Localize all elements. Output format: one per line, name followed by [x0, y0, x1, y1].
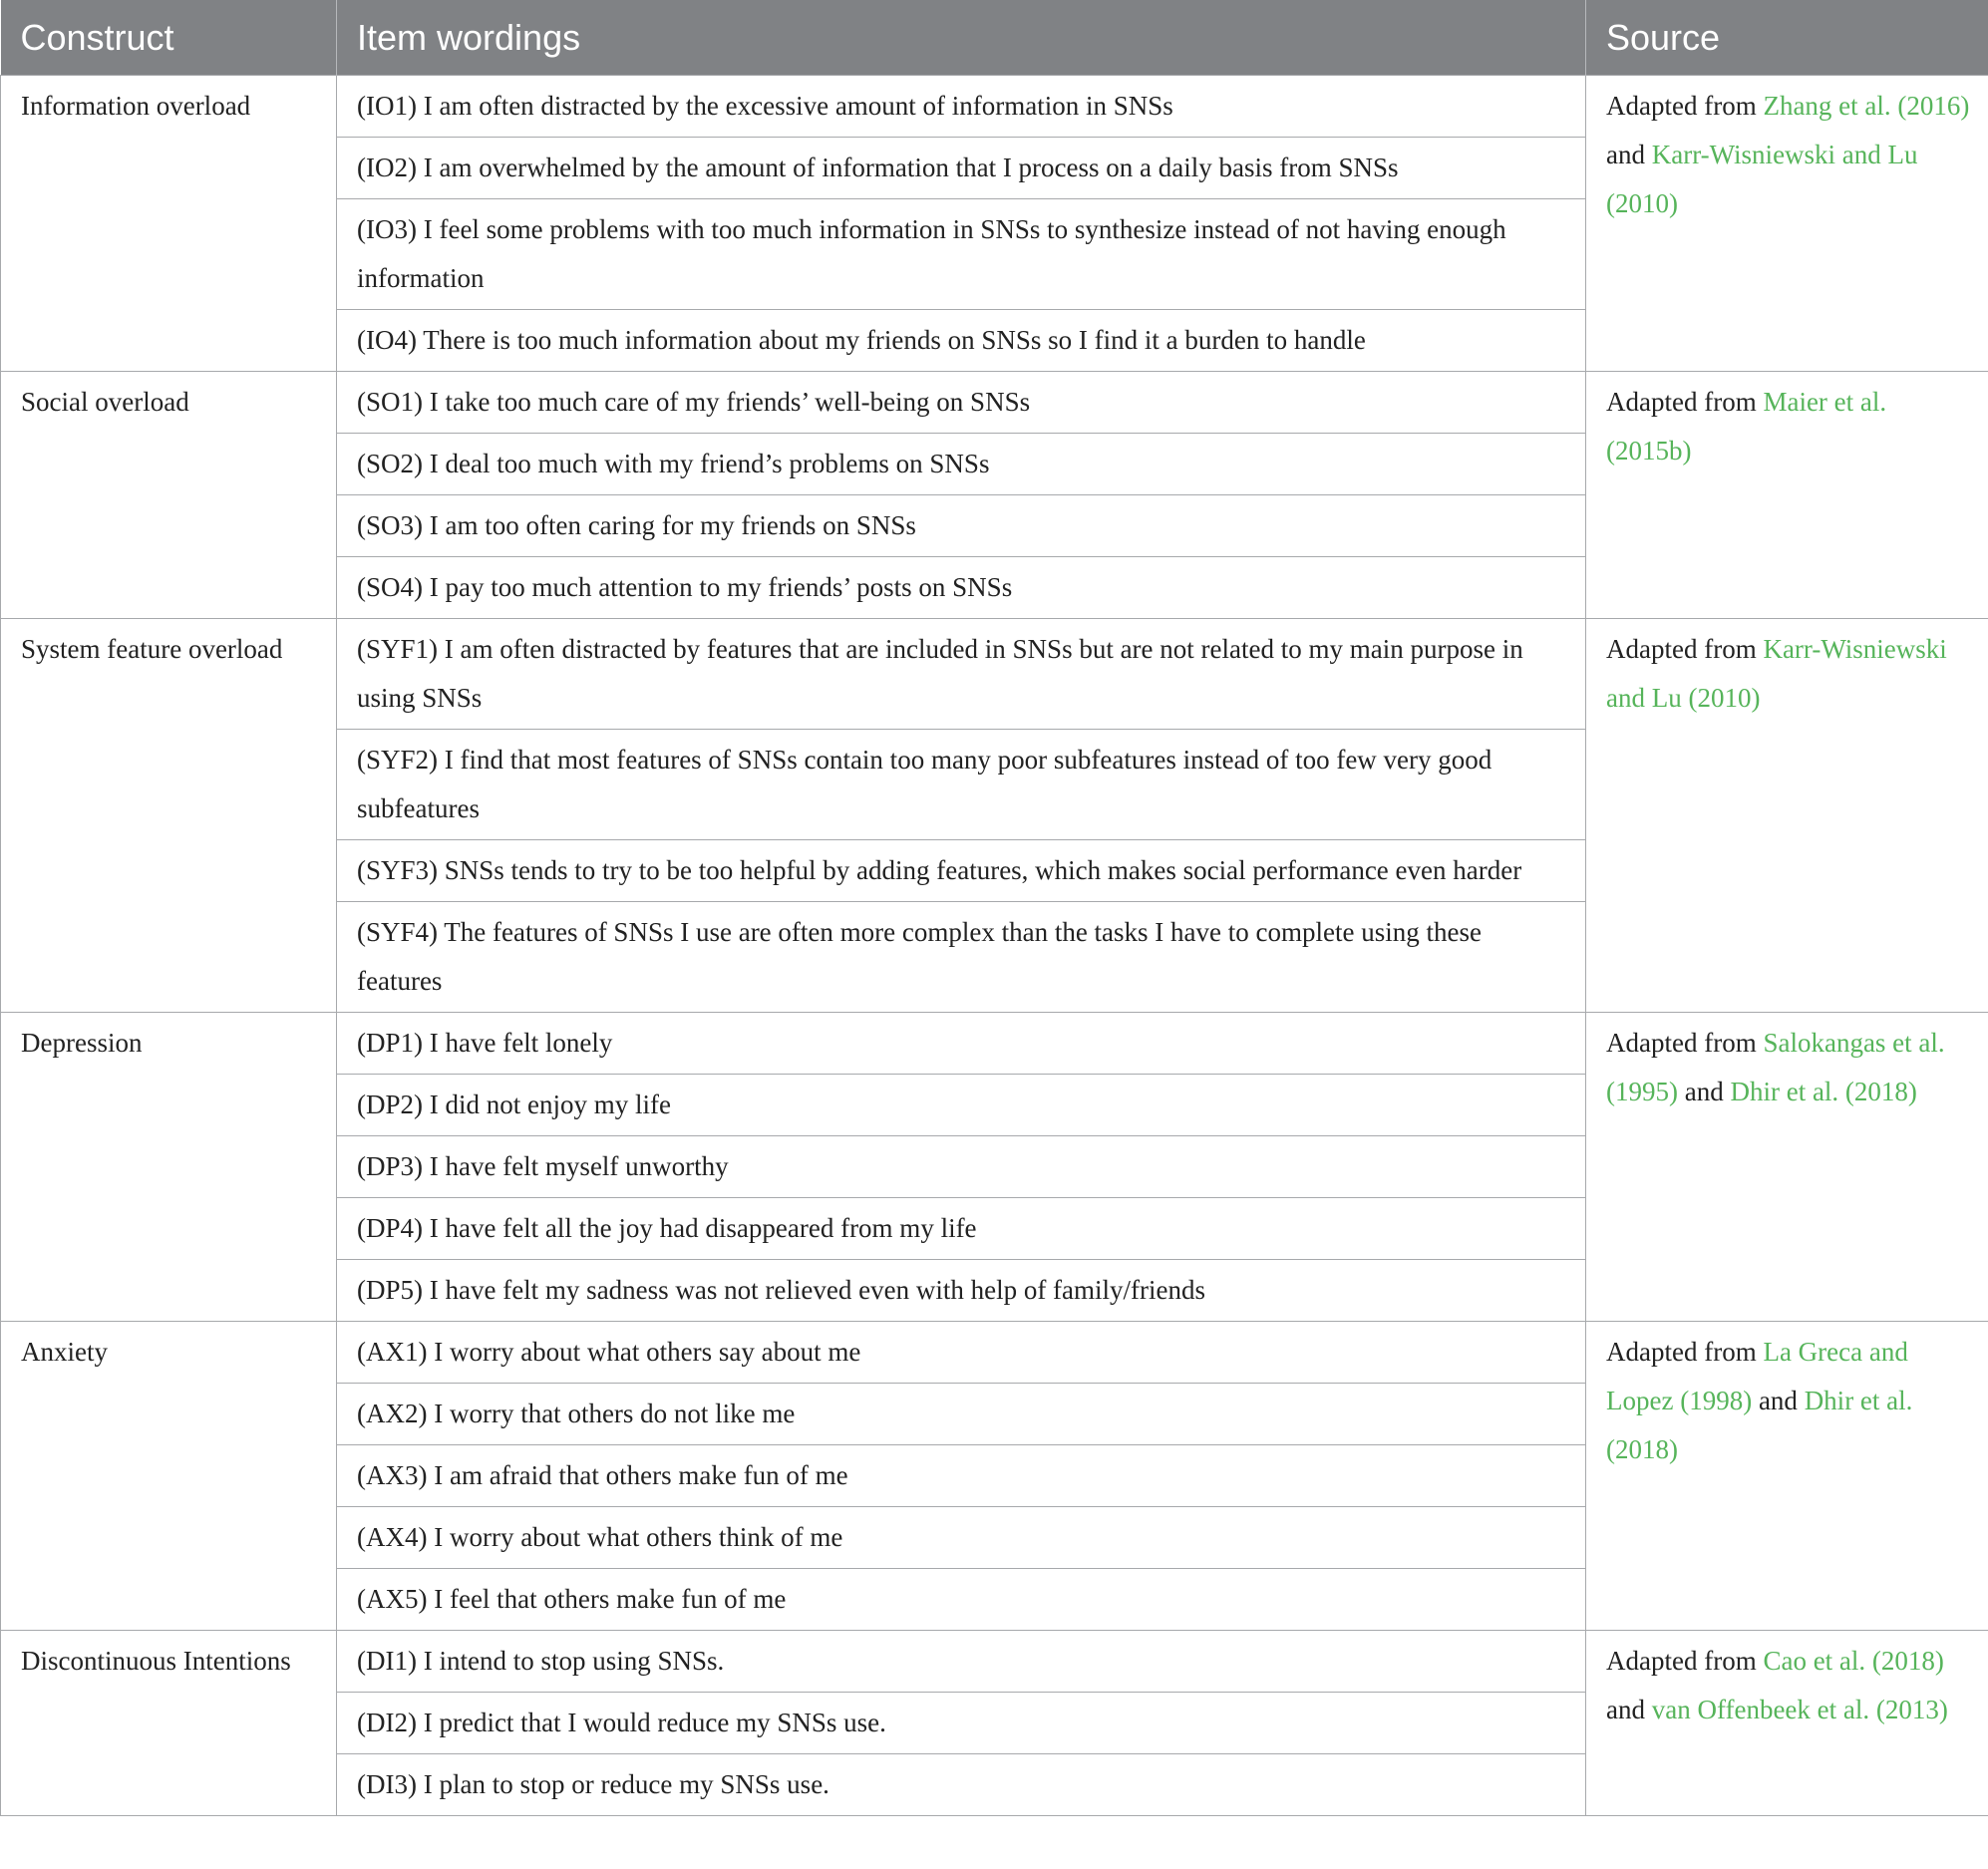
item-wording-cell: (DP1) I have felt lonely — [337, 1013, 1586, 1075]
table-body — [1, 76, 1988, 1816]
item-wording-cell: (SO1) I take too much care of my friends’ well-being on SNSs — [337, 372, 1586, 434]
item-wording-cell: (DI1) I intend to stop using SNSs. — [337, 1631, 1586, 1693]
item-wording-cell: (DP4) I have felt all the joy had disappeared from my life — [337, 1198, 1586, 1260]
source-text: and — [1606, 1695, 1652, 1724]
source-cell — [1586, 1631, 1988, 1816]
item-wording-cell: (DP2) I did not enjoy my life — [337, 1075, 1586, 1136]
citation-link: Zhang et al. (2016) — [1763, 91, 1970, 121]
table-row — [1, 76, 1988, 138]
source-text: Adapted from — [1606, 1028, 1764, 1058]
item-wording-cell: (SO4) I pay too much attention to my friends’ posts on SNSs — [337, 557, 1586, 619]
header-source: Source — [1586, 0, 1988, 76]
item-wording-cell: (DI2) I predict that I would reduce my SNSs use. — [337, 1693, 1586, 1754]
item-wording-cell: (SYF2) I find that most features of SNSs contain too many poor subfeatures instead of too few very good subfeatures — [337, 730, 1586, 840]
citation-link: La Greca and Lopez (1998) — [1606, 1337, 1908, 1415]
item-wording-cell: (SO3) I am too often caring for my friends on SNSs — [337, 495, 1586, 557]
item-wording-cell: (AX4) I worry about what others think of me — [337, 1507, 1586, 1569]
source-cell — [1586, 372, 1988, 619]
source-text: Adapted from — [1606, 1337, 1764, 1367]
header-construct: Construct — [1, 0, 337, 76]
citation-link: Cao et al. (2018) — [1763, 1646, 1944, 1676]
construct-cell: System feature overload — [1, 619, 337, 1013]
source-cell — [1586, 1322, 1988, 1631]
source-text: Adapted from — [1606, 634, 1764, 664]
table-row — [1, 1322, 1988, 1384]
table-row — [1, 1631, 1988, 1693]
item-wording-cell: (AX3) I am afraid that others make fun of me — [337, 1445, 1586, 1507]
citation-link: Dhir et al. (2018) — [1606, 1386, 1913, 1464]
item-wording-cell: (SYF4) The features of SNSs I use are often more complex than the tasks I have to complete using these features — [337, 902, 1586, 1013]
item-wording-cell: (AX2) I worry that others do not like me — [337, 1384, 1586, 1445]
source-cell — [1586, 1013, 1988, 1322]
header-row — [1, 0, 1988, 76]
source-text: Adapted from — [1606, 387, 1764, 417]
construct-cell: Depression — [1, 1013, 337, 1322]
item-wording-cell: (IO2) I am overwhelmed by the amount of information that I process on a daily basis from SNSs — [337, 138, 1586, 199]
table-row — [1, 1013, 1988, 1075]
item-wording-cell: (SO2) I deal too much with my friend’s problems on SNSs — [337, 434, 1586, 495]
item-wording-cell: (DP3) I have felt myself unworthy — [337, 1136, 1586, 1198]
source-text: and — [1606, 140, 1652, 169]
citation-link: Dhir et al. (2018) — [1730, 1077, 1917, 1106]
item-wording-cell: (DI3) I plan to stop or reduce my SNSs use. — [337, 1754, 1586, 1816]
construct-cell: Discontinuous Intentions — [1, 1631, 337, 1816]
construct-cell: Social overload — [1, 372, 337, 619]
construct-cell: Anxiety — [1, 1322, 337, 1631]
table-header — [1, 0, 1988, 76]
citation-link: van Offenbeek et al. (2013) — [1651, 1695, 1948, 1724]
citation-link: Karr-Wisniewski and Lu (2010) — [1606, 634, 1947, 713]
item-wording-cell: (AX5) I feel that others make fun of me — [337, 1569, 1586, 1631]
source-cell — [1586, 619, 1988, 1013]
source-cell — [1586, 76, 1988, 372]
source-text: and — [1677, 1077, 1731, 1106]
item-wording-cell: (IO4) There is too much information about my friends on SNSs so I find it a burden to handle — [337, 310, 1586, 372]
item-wording-cell: (SYF3) SNSs tends to try to be too helpful by adding features, which makes social performance even harder — [337, 840, 1586, 902]
header-item-wordings: Item wordings — [337, 0, 1586, 76]
source-text: Adapted from — [1606, 1646, 1764, 1676]
source-text: Adapted from — [1606, 91, 1764, 121]
source-text: and — [1752, 1386, 1805, 1415]
item-wording-cell: (AX1) I worry about what others say about me — [337, 1322, 1586, 1384]
table-row — [1, 372, 1988, 434]
table-row — [1, 619, 1988, 730]
citation-link: Maier et al. (2015b) — [1606, 387, 1887, 466]
item-wording-cell: (IO1) I am often distracted by the excessive amount of information in SNSs — [337, 76, 1586, 138]
citation-link: Karr-Wisniewski and Lu (2010) — [1606, 140, 1918, 218]
item-wording-cell: (IO3) I feel some problems with too much information in SNSs to synthesize instead of not having enough information — [337, 199, 1586, 310]
citation-link: Salokangas et al. (1995) — [1606, 1028, 1945, 1106]
item-wording-cell: (DP5) I have felt my sadness was not relieved even with help of family/friends — [337, 1260, 1586, 1322]
construct-cell: Information overload — [1, 76, 337, 372]
item-wording-cell: (SYF1) I am often distracted by features that are included in SNSs but are not related to my main purpose in using SNSs — [337, 619, 1586, 730]
